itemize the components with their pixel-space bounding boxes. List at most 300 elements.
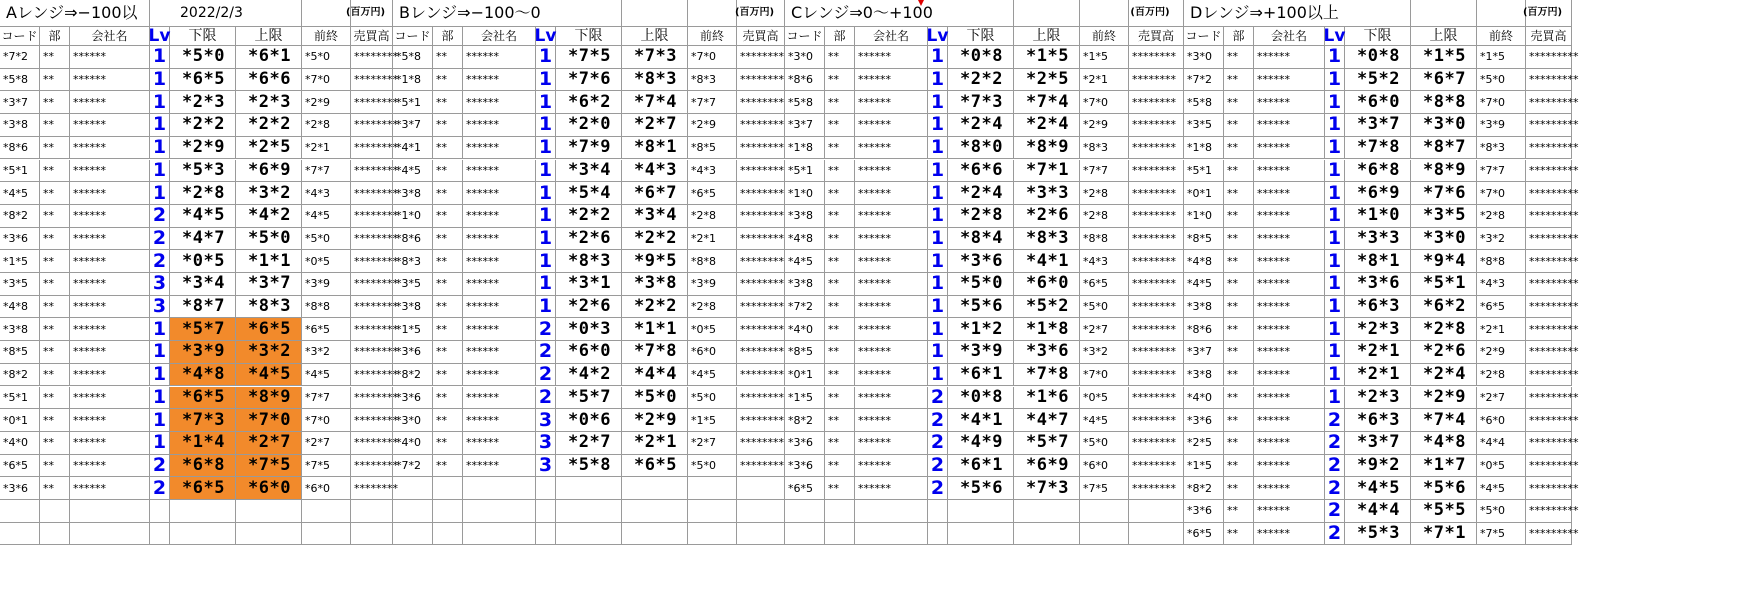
section-c-row-dept[interactable]: **: [825, 296, 855, 319]
section-d-row-company[interactable]: ******: [1254, 296, 1325, 319]
section-b-row-dept[interactable]: **: [433, 46, 463, 69]
section-a-row-company[interactable]: ******: [70, 250, 150, 273]
section-b-empty-cell[interactable]: [622, 500, 688, 523]
section-a-row-upper[interactable]: *6*5: [236, 318, 302, 341]
section-b-empty-cell[interactable]: [688, 523, 737, 546]
section-c-row-code[interactable]: *1*0: [785, 182, 825, 205]
section-b-row-company[interactable]: ******: [463, 409, 536, 432]
section-d-row-lv[interactable]: 1: [1325, 228, 1345, 251]
section-d-row-dept[interactable]: **: [1224, 137, 1254, 160]
section-c-row-company[interactable]: ******: [855, 69, 928, 92]
section-b-row-lower[interactable]: *2*6: [556, 296, 622, 319]
section-a-row-dept[interactable]: **: [40, 364, 70, 387]
section-a-empty-cell[interactable]: [302, 523, 351, 546]
section-a-row-code[interactable]: *3*6: [0, 228, 40, 251]
section-d-row-company[interactable]: ******: [1254, 250, 1325, 273]
section-c-empty-cell[interactable]: [855, 523, 928, 546]
section-d-row-lower[interactable]: *7*8: [1345, 137, 1411, 160]
section-b-row-prev[interactable]: *6*5: [688, 182, 737, 205]
section-d-row-upper[interactable]: *6*2: [1411, 296, 1477, 319]
section-a-row-prev[interactable]: *7*0: [302, 69, 351, 92]
section-c-row-lv[interactable]: 1: [928, 364, 948, 387]
section-a-row-company[interactable]: ******: [70, 318, 150, 341]
section-b-row-lower[interactable]: *2*0: [556, 114, 622, 137]
section-b-row-prev[interactable]: *7*0: [688, 46, 737, 69]
section-a-row-prev[interactable]: *7*7: [302, 160, 351, 183]
section-d-row-company[interactable]: ******: [1254, 69, 1325, 92]
section-a-row-lv[interactable]: 1: [150, 432, 170, 455]
section-b-empty-cell[interactable]: [393, 523, 433, 546]
section-a-row-dept[interactable]: **: [40, 455, 70, 478]
section-b-row-dept[interactable]: **: [433, 341, 463, 364]
section-a-row-lv[interactable]: 1: [150, 409, 170, 432]
section-c-row-volume[interactable]: ********: [1129, 182, 1184, 205]
section-b-row-upper[interactable]: *6*5: [622, 455, 688, 478]
section-d-row-prev[interactable]: *0*5: [1477, 455, 1526, 478]
section-d-row-company[interactable]: ******: [1254, 91, 1325, 114]
section-c-row-company[interactable]: ******: [855, 46, 928, 69]
section-c-row-prev[interactable]: *2*8: [1080, 205, 1129, 228]
section-b-row-volume[interactable]: ********: [737, 228, 785, 251]
section-d-row-prev[interactable]: *4*4: [1477, 432, 1526, 455]
section-c-row-volume[interactable]: ********: [1129, 477, 1184, 500]
section-b-row-prev[interactable]: *5*0: [688, 455, 737, 478]
section-d-row-upper[interactable]: *2*9: [1411, 387, 1477, 410]
section-b-row-lv[interactable]: 1: [536, 137, 556, 160]
section-d-row-lower[interactable]: *6*9: [1345, 182, 1411, 205]
section-b-row-lower[interactable]: *7*9: [556, 137, 622, 160]
section-a-row-lv[interactable]: 1: [150, 114, 170, 137]
section-a-row-upper[interactable]: *6*0: [236, 477, 302, 500]
section-d-row-lower[interactable]: *3*3: [1345, 228, 1411, 251]
section-a-row-company[interactable]: ******: [70, 228, 150, 251]
section-b-row-code[interactable]: *3*6: [393, 387, 433, 410]
section-b-row-company[interactable]: ******: [463, 114, 536, 137]
section-c-row-lv[interactable]: 1: [928, 341, 948, 364]
section-c-row-volume[interactable]: ********: [1129, 318, 1184, 341]
section-d-row-company[interactable]: ******: [1254, 205, 1325, 228]
section-a-row-company[interactable]: ******: [70, 387, 150, 410]
section-a-row-company[interactable]: ******: [70, 341, 150, 364]
section-d-row-dept[interactable]: **: [1224, 523, 1254, 546]
section-b-row-lv[interactable]: 1: [536, 160, 556, 183]
section-a-row-volume[interactable]: ********: [351, 69, 393, 92]
section-d-row-lv[interactable]: 1: [1325, 318, 1345, 341]
section-a-row-volume[interactable]: ********: [351, 228, 393, 251]
section-a-row-lower[interactable]: *8*7: [170, 296, 236, 319]
section-c-row-lv[interactable]: 1: [928, 46, 948, 69]
section-a-row-dept[interactable]: **: [40, 228, 70, 251]
section-d-row-volume[interactable]: *********: [1526, 296, 1572, 319]
section-d-row-company[interactable]: ******: [1254, 500, 1325, 523]
section-b-row-volume[interactable]: ********: [737, 91, 785, 114]
section-c-row-company[interactable]: ******: [855, 228, 928, 251]
section-c-row-lower[interactable]: *8*0: [948, 137, 1014, 160]
section-a-row-upper[interactable]: *6*9: [236, 160, 302, 183]
section-d-row-volume[interactable]: *********: [1526, 137, 1572, 160]
section-b-row-code[interactable]: *7*2: [393, 455, 433, 478]
section-b-row-company[interactable]: ******: [463, 182, 536, 205]
section-a-row-lower[interactable]: *0*5: [170, 250, 236, 273]
section-c-row-code[interactable]: *1*8: [785, 137, 825, 160]
section-d-row-code[interactable]: *6*5: [1184, 523, 1224, 546]
section-c-row-lower[interactable]: *2*4: [948, 114, 1014, 137]
section-b-empty-cell[interactable]: [622, 523, 688, 546]
section-a-row-lower[interactable]: *3*9: [170, 341, 236, 364]
section-d-row-prev[interactable]: *8*8: [1477, 250, 1526, 273]
section-b-row-upper[interactable]: *2*9: [622, 409, 688, 432]
section-d-row-company[interactable]: ******: [1254, 432, 1325, 455]
section-d-row-volume[interactable]: *********: [1526, 273, 1572, 296]
section-b-row-upper[interactable]: *2*2: [622, 228, 688, 251]
section-a-row-prev[interactable]: *7*5: [302, 455, 351, 478]
section-d-row-volume[interactable]: *********: [1526, 250, 1572, 273]
section-c-row-code[interactable]: *3*8: [785, 205, 825, 228]
section-a-row-prev[interactable]: *6*0: [302, 477, 351, 500]
section-b-row-company[interactable]: ******: [463, 205, 536, 228]
section-a-row-volume[interactable]: ********: [351, 137, 393, 160]
section-c-row-volume[interactable]: ********: [1129, 46, 1184, 69]
section-c-row-company[interactable]: ******: [855, 91, 928, 114]
section-d-row-upper[interactable]: *8*7: [1411, 137, 1477, 160]
section-d-row-lv[interactable]: 1: [1325, 91, 1345, 114]
section-c-row-dept[interactable]: **: [825, 250, 855, 273]
section-a-row-code[interactable]: *8*2: [0, 205, 40, 228]
section-b-row-code[interactable]: *4*1: [393, 137, 433, 160]
section-d-row-code[interactable]: *8*6: [1184, 318, 1224, 341]
section-c-row-lv[interactable]: 1: [928, 318, 948, 341]
section-c-row-code[interactable]: *3*7: [785, 114, 825, 137]
section-c-row-dept[interactable]: **: [825, 228, 855, 251]
section-c-empty-cell[interactable]: [1129, 523, 1184, 546]
section-d-row-lower[interactable]: *5*3: [1345, 523, 1411, 546]
section-a-row-dept[interactable]: **: [40, 182, 70, 205]
section-c-row-lv[interactable]: 1: [928, 69, 948, 92]
section-b-row-dept[interactable]: **: [433, 364, 463, 387]
section-d-row-code[interactable]: *0*1: [1184, 182, 1224, 205]
section-b-row-lower[interactable]: *6*0: [556, 341, 622, 364]
section-a-row-lv[interactable]: 1: [150, 387, 170, 410]
section-c-row-dept[interactable]: **: [825, 160, 855, 183]
section-a-row-company[interactable]: ******: [70, 69, 150, 92]
section-a-row-dept[interactable]: **: [40, 205, 70, 228]
section-a-row-code[interactable]: *4*0: [0, 432, 40, 455]
section-a-empty-cell[interactable]: [0, 500, 40, 523]
section-c-row-lower[interactable]: *6*1: [948, 455, 1014, 478]
section-b-row-code[interactable]: *4*0: [393, 432, 433, 455]
section-c-row-dept[interactable]: **: [825, 387, 855, 410]
section-c-row-prev[interactable]: *7*0: [1080, 364, 1129, 387]
section-b-row-dept[interactable]: **: [433, 318, 463, 341]
section-d-row-lv[interactable]: 2: [1325, 455, 1345, 478]
section-d-row-prev[interactable]: *2*8: [1477, 205, 1526, 228]
section-d-row-dept[interactable]: **: [1224, 91, 1254, 114]
section-d-row-volume[interactable]: *********: [1526, 182, 1572, 205]
section-d-row-upper[interactable]: *2*8: [1411, 318, 1477, 341]
section-b-row-prev[interactable]: *2*8: [688, 205, 737, 228]
section-d-row-volume[interactable]: *********: [1526, 205, 1572, 228]
section-d-row-upper[interactable]: *6*7: [1411, 69, 1477, 92]
section-d-row-company[interactable]: ******: [1254, 228, 1325, 251]
section-d-row-lv[interactable]: 1: [1325, 364, 1345, 387]
section-b-row-company[interactable]: ******: [463, 455, 536, 478]
section-b-row-volume[interactable]: ********: [737, 46, 785, 69]
section-c-row-volume[interactable]: ********: [1129, 160, 1184, 183]
section-b-empty-cell[interactable]: [737, 477, 785, 500]
section-d-row-code[interactable]: *4*5: [1184, 273, 1224, 296]
section-c-row-lv[interactable]: 1: [928, 250, 948, 273]
section-d-row-company[interactable]: ******: [1254, 273, 1325, 296]
section-a-row-lv[interactable]: 1: [150, 182, 170, 205]
section-c-row-upper[interactable]: *3*6: [1014, 341, 1080, 364]
section-b-row-lower[interactable]: *0*3: [556, 318, 622, 341]
section-d-row-dept[interactable]: **: [1224, 250, 1254, 273]
section-c-row-company[interactable]: ******: [855, 432, 928, 455]
section-d-row-volume[interactable]: *********: [1526, 228, 1572, 251]
section-c-row-dept[interactable]: **: [825, 91, 855, 114]
section-d-row-company[interactable]: ******: [1254, 409, 1325, 432]
section-c-row-upper[interactable]: *2*5: [1014, 69, 1080, 92]
section-d-row-upper[interactable]: *3*0: [1411, 228, 1477, 251]
section-c-row-dept[interactable]: **: [825, 182, 855, 205]
section-c-row-dept[interactable]: **: [825, 137, 855, 160]
section-a-row-code[interactable]: *5*1: [0, 160, 40, 183]
section-d-row-prev[interactable]: *6*0: [1477, 409, 1526, 432]
section-d-row-upper[interactable]: *4*8: [1411, 432, 1477, 455]
section-d-row-volume[interactable]: *********: [1526, 91, 1572, 114]
section-a-row-volume[interactable]: ********: [351, 160, 393, 183]
section-d-row-code[interactable]: *1*5: [1184, 455, 1224, 478]
section-d-row-lv[interactable]: 1: [1325, 205, 1345, 228]
section-d-row-code[interactable]: *3*8: [1184, 364, 1224, 387]
section-c-row-lv[interactable]: 1: [928, 273, 948, 296]
section-c-row-lv[interactable]: 1: [928, 160, 948, 183]
section-c-row-company[interactable]: ******: [855, 455, 928, 478]
section-b-row-company[interactable]: ******: [463, 250, 536, 273]
section-c-row-lv[interactable]: 1: [928, 137, 948, 160]
section-b-row-upper[interactable]: *1*1: [622, 318, 688, 341]
section-c-row-code[interactable]: *4*5: [785, 250, 825, 273]
section-d-row-code[interactable]: *7*2: [1184, 69, 1224, 92]
section-a-row-code[interactable]: *3*8: [0, 114, 40, 137]
section-d-row-lv[interactable]: 1: [1325, 296, 1345, 319]
section-b-row-prev[interactable]: *2*8: [688, 296, 737, 319]
section-d-row-prev[interactable]: *2*8: [1477, 364, 1526, 387]
section-b-row-lower[interactable]: *3*4: [556, 160, 622, 183]
section-d-row-volume[interactable]: *********: [1526, 387, 1572, 410]
section-c-row-lower[interactable]: *4*1: [948, 409, 1014, 432]
section-a-row-prev[interactable]: *2*9: [302, 91, 351, 114]
section-d-row-dept[interactable]: **: [1224, 455, 1254, 478]
section-a-row-company[interactable]: ******: [70, 91, 150, 114]
section-b-row-dept[interactable]: **: [433, 114, 463, 137]
section-c-row-lower[interactable]: *3*6: [948, 250, 1014, 273]
section-d-row-dept[interactable]: **: [1224, 387, 1254, 410]
section-c-row-lower[interactable]: *8*4: [948, 228, 1014, 251]
section-b-row-upper[interactable]: *7*8: [622, 341, 688, 364]
section-a-row-volume[interactable]: ********: [351, 341, 393, 364]
section-a-row-volume[interactable]: ********: [351, 46, 393, 69]
section-b-empty-cell[interactable]: [463, 523, 536, 546]
section-b-empty-cell[interactable]: [536, 500, 556, 523]
section-a-row-prev[interactable]: *3*2: [302, 341, 351, 364]
section-d-row-lv[interactable]: 2: [1325, 432, 1345, 455]
section-b-row-volume[interactable]: ********: [737, 69, 785, 92]
section-d-row-upper[interactable]: *5*5: [1411, 500, 1477, 523]
section-a-row-lv[interactable]: 1: [150, 69, 170, 92]
section-d-row-lower[interactable]: *2*1: [1345, 341, 1411, 364]
section-a-row-upper[interactable]: *6*1: [236, 46, 302, 69]
section-b-row-prev[interactable]: *8*3: [688, 69, 737, 92]
section-c-row-code[interactable]: *5*8: [785, 91, 825, 114]
section-b-row-dept[interactable]: **: [433, 250, 463, 273]
section-c-row-code[interactable]: *7*2: [785, 296, 825, 319]
section-d-row-upper[interactable]: *3*5: [1411, 205, 1477, 228]
section-a-row-dept[interactable]: **: [40, 273, 70, 296]
section-c-row-dept[interactable]: **: [825, 409, 855, 432]
section-c-row-company[interactable]: ******: [855, 318, 928, 341]
section-a-row-prev[interactable]: *4*5: [302, 205, 351, 228]
section-c-row-company[interactable]: ******: [855, 205, 928, 228]
section-a-row-upper[interactable]: *5*0: [236, 228, 302, 251]
section-c-row-lv[interactable]: 1: [928, 296, 948, 319]
section-a-row-prev[interactable]: *4*5: [302, 364, 351, 387]
section-d-row-volume[interactable]: *********: [1526, 455, 1572, 478]
section-b-row-code[interactable]: *3*8: [393, 182, 433, 205]
section-a-row-dept[interactable]: **: [40, 318, 70, 341]
section-d-row-code[interactable]: *5*8: [1184, 91, 1224, 114]
section-c-empty-cell[interactable]: [948, 500, 1014, 523]
section-d-row-lv[interactable]: 1: [1325, 160, 1345, 183]
section-d-row-upper[interactable]: *7*4: [1411, 409, 1477, 432]
section-b-row-code[interactable]: *1*5: [393, 318, 433, 341]
section-d-row-lower[interactable]: *6*8: [1345, 160, 1411, 183]
section-b-row-volume[interactable]: ********: [737, 318, 785, 341]
section-d-row-dept[interactable]: **: [1224, 160, 1254, 183]
section-a-row-lower[interactable]: *5*3: [170, 160, 236, 183]
section-d-row-lower[interactable]: *9*2: [1345, 455, 1411, 478]
section-a-empty-cell[interactable]: [170, 523, 236, 546]
section-a-row-upper[interactable]: *8*3: [236, 296, 302, 319]
section-c-row-volume[interactable]: ********: [1129, 387, 1184, 410]
section-c-row-prev[interactable]: *2*1: [1080, 69, 1129, 92]
section-a-empty-cell[interactable]: [351, 523, 393, 546]
section-a-row-dept[interactable]: **: [40, 46, 70, 69]
section-d-row-dept[interactable]: **: [1224, 364, 1254, 387]
section-d-row-lower[interactable]: *2*3: [1345, 318, 1411, 341]
section-a-row-upper[interactable]: *3*2: [236, 182, 302, 205]
section-d-row-upper[interactable]: *5*1: [1411, 273, 1477, 296]
section-b-row-code[interactable]: *8*2: [393, 364, 433, 387]
section-a-row-prev[interactable]: *2*8: [302, 114, 351, 137]
section-c-row-upper[interactable]: *6*0: [1014, 273, 1080, 296]
section-d-row-company[interactable]: ******: [1254, 477, 1325, 500]
section-d-row-lower[interactable]: *2*1: [1345, 364, 1411, 387]
section-c-row-upper[interactable]: *8*9: [1014, 137, 1080, 160]
section-c-row-volume[interactable]: ********: [1129, 409, 1184, 432]
section-b-empty-cell[interactable]: [737, 500, 785, 523]
section-b-row-lower[interactable]: *2*2: [556, 205, 622, 228]
section-b-row-prev[interactable]: *8*8: [688, 250, 737, 273]
section-b-row-lv[interactable]: 1: [536, 69, 556, 92]
section-d-row-upper[interactable]: *1*7: [1411, 455, 1477, 478]
section-b-row-volume[interactable]: ********: [737, 409, 785, 432]
section-a-row-lv[interactable]: 2: [150, 477, 170, 500]
section-c-row-volume[interactable]: ********: [1129, 137, 1184, 160]
section-c-row-code[interactable]: *8*2: [785, 409, 825, 432]
section-a-row-prev[interactable]: *5*0: [302, 228, 351, 251]
section-b-row-prev[interactable]: *2*7: [688, 432, 737, 455]
section-b-row-upper[interactable]: *5*0: [622, 387, 688, 410]
section-b-row-code[interactable]: *1*0: [393, 205, 433, 228]
section-b-row-lv[interactable]: 2: [536, 364, 556, 387]
section-d-row-volume[interactable]: *********: [1526, 341, 1572, 364]
section-d-row-upper[interactable]: *8*8: [1411, 91, 1477, 114]
section-d-row-lower[interactable]: *6*3: [1345, 409, 1411, 432]
section-c-row-company[interactable]: ******: [855, 182, 928, 205]
section-a-row-code[interactable]: *5*1: [0, 387, 40, 410]
section-c-empty-cell[interactable]: [1080, 500, 1129, 523]
section-c-row-upper[interactable]: *4*1: [1014, 250, 1080, 273]
section-b-row-volume[interactable]: ********: [737, 273, 785, 296]
section-d-row-prev[interactable]: *1*5: [1477, 46, 1526, 69]
section-a-empty-cell[interactable]: [150, 500, 170, 523]
section-b-row-upper[interactable]: *2*1: [622, 432, 688, 455]
section-c-row-prev[interactable]: *7*7: [1080, 160, 1129, 183]
section-a-row-lower[interactable]: *6*5: [170, 69, 236, 92]
section-d-row-prev[interactable]: *2*7: [1477, 387, 1526, 410]
section-a-row-lv[interactable]: 1: [150, 364, 170, 387]
section-b-row-upper[interactable]: *9*5: [622, 250, 688, 273]
section-b-row-lower[interactable]: *5*8: [556, 455, 622, 478]
section-d-row-prev[interactable]: *7*7: [1477, 160, 1526, 183]
section-a-row-lower[interactable]: *3*4: [170, 273, 236, 296]
section-c-row-lv[interactable]: 1: [928, 114, 948, 137]
section-a-row-code[interactable]: *8*5: [0, 341, 40, 364]
section-b-row-dept[interactable]: **: [433, 205, 463, 228]
section-d-row-code[interactable]: *3*6: [1184, 500, 1224, 523]
section-a-row-volume[interactable]: ********: [351, 387, 393, 410]
section-d-row-lv[interactable]: 1: [1325, 387, 1345, 410]
section-b-row-lv[interactable]: 3: [536, 455, 556, 478]
section-d-row-company[interactable]: ******: [1254, 523, 1325, 546]
section-d-row-dept[interactable]: **: [1224, 477, 1254, 500]
section-d-row-lower[interactable]: *5*2: [1345, 69, 1411, 92]
section-a-row-lv[interactable]: 1: [150, 91, 170, 114]
section-d-row-lower[interactable]: *4*4: [1345, 500, 1411, 523]
section-d-row-company[interactable]: ******: [1254, 341, 1325, 364]
section-c-row-lower[interactable]: *0*8: [948, 387, 1014, 410]
section-b-row-lv[interactable]: 1: [536, 91, 556, 114]
section-c-row-code[interactable]: *3*6: [785, 455, 825, 478]
section-a-row-company[interactable]: ******: [70, 364, 150, 387]
section-d-row-lv[interactable]: 2: [1325, 477, 1345, 500]
section-b-row-volume[interactable]: ********: [737, 432, 785, 455]
section-c-row-dept[interactable]: **: [825, 477, 855, 500]
section-c-row-prev[interactable]: *8*8: [1080, 228, 1129, 251]
section-c-row-lower[interactable]: *2*2: [948, 69, 1014, 92]
section-a-empty-cell[interactable]: [150, 523, 170, 546]
section-c-row-upper[interactable]: *2*4: [1014, 114, 1080, 137]
section-d-row-lv[interactable]: 1: [1325, 114, 1345, 137]
section-b-row-lv[interactable]: 1: [536, 205, 556, 228]
section-a-row-company[interactable]: ******: [70, 46, 150, 69]
section-c-row-prev[interactable]: *7*5: [1080, 477, 1129, 500]
section-a-row-prev[interactable]: *4*3: [302, 182, 351, 205]
section-b-row-company[interactable]: ******: [463, 432, 536, 455]
section-c-row-company[interactable]: ******: [855, 160, 928, 183]
section-c-row-code[interactable]: *0*1: [785, 364, 825, 387]
